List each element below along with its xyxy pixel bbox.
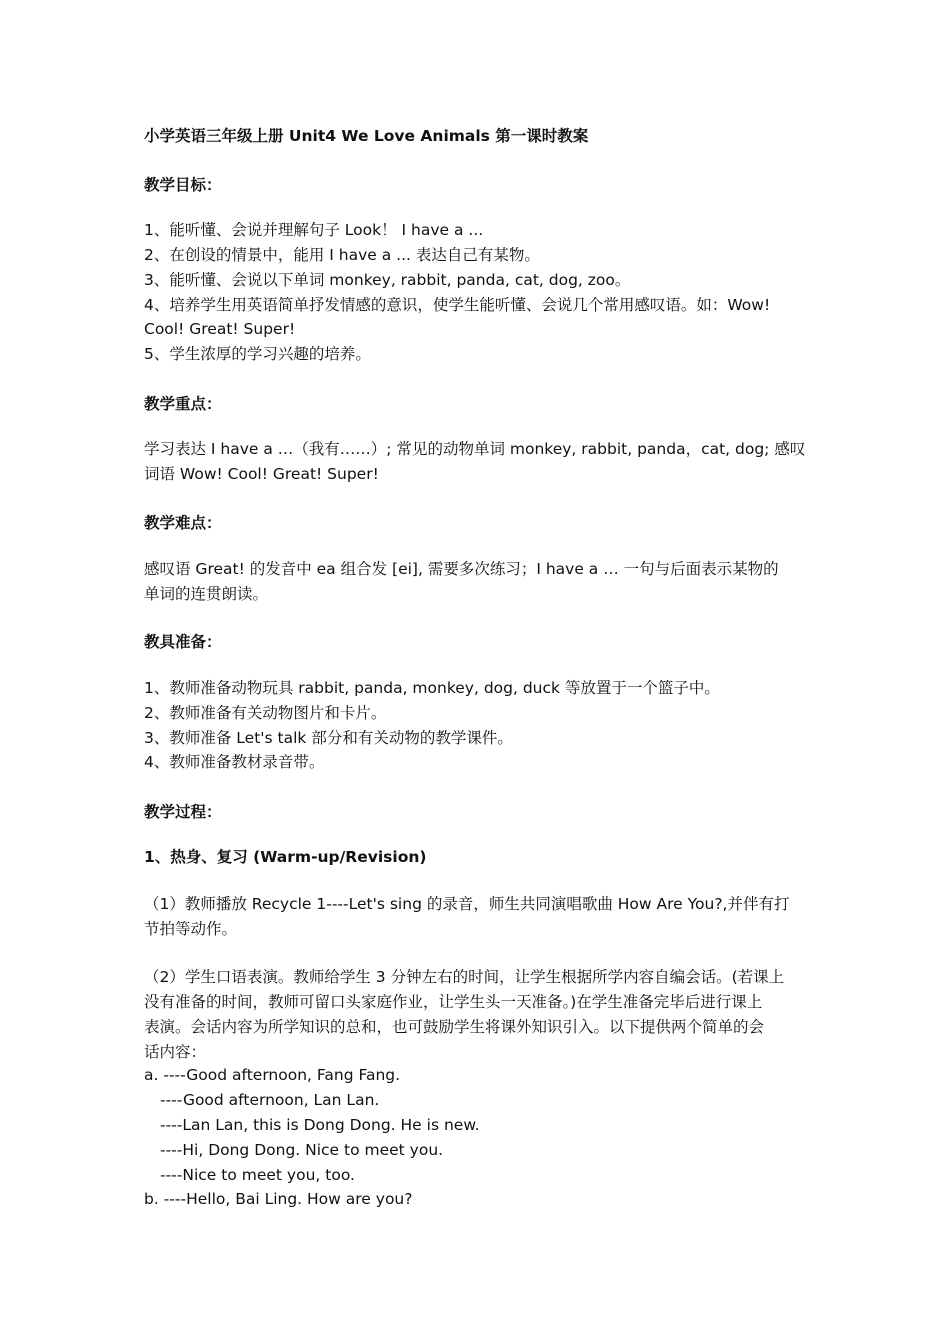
preparation-item: 4、教师准备教材录音带。 <box>144 753 325 771</box>
preparation-item: 1、教师准备动物玩具 rabbit, panda, monkey, dog, duck 等放置于一个篮子中。 <box>144 679 720 697</box>
step1-paragraph1-line: （1）教师播放 Recycle 1----Let's sing 的录音，师生共同演唱歌曲 How Are You?,并伴有打 <box>144 895 790 913</box>
dialogue-line: b. ----Hello, Bai Ling. How are you? <box>144 1190 413 1208</box>
dialogue-line: a. ----Good afternoon, Fang Fang. <box>144 1066 401 1084</box>
difficult-points-heading: 教学难点： <box>144 514 222 532</box>
key-points-line: 词语 Wow! Cool! Great! Super! <box>144 465 379 483</box>
step1-paragraph2-line: 表演。会话内容为所学知识的总和，也可鼓励学生将课外知识引入。以下提供两个简单的会 <box>144 1018 765 1036</box>
step1-paragraph2-line: （2）学生口语表演。教师给学生 3 分钟左右的时间，让学生根据所学内容自编会话。(若课上 <box>144 968 785 986</box>
dialogue-line: ----Hi, Dong Dong. Nice to meet you. <box>160 1141 444 1159</box>
step1-paragraph2-line: 没有准备的时间，教师可留口头家庭作业，让学生头一天准备。)在学生准备完毕后进行课上 <box>144 993 763 1011</box>
objective-line: 2、在创设的情景中，能用 I have a ... 表达自己有某物。 <box>144 246 540 264</box>
objective-line: 5、学生浓厚的学习兴趣的培养。 <box>144 345 371 363</box>
dialogue-line: ----Good afternoon, Lan Lan. <box>160 1091 380 1109</box>
document-title: 小学英语三年级上册 Unit4 We Love Animals 第一课时教案 <box>144 127 589 145</box>
step1-paragraph2-line: 话内容： <box>144 1043 207 1061</box>
key-points-heading: 教学重点： <box>144 395 222 413</box>
difficult-points-line: 感叹语 Great! 的发音中 ea 组合发 [ei], 需要多次练习；I have a … 一句与后面表示某物的 <box>144 560 779 578</box>
objectives-heading: 教学目标： <box>144 176 222 194</box>
objective-line: 3、能听懂、会说以下单词 monkey, rabbit, panda, cat, dog, zoo。 <box>144 271 631 289</box>
dialogue-line: ----Lan Lan, this is Dong Dong. He is new. <box>160 1116 480 1134</box>
dialogue-line: ----Nice to meet you, too. <box>160 1166 355 1184</box>
process-heading: 教学过程： <box>144 803 222 821</box>
objective-line: 1、能听懂、会说并理解句子 Look！ I have a ... <box>144 221 484 239</box>
step1-paragraph1-line: 节拍等动作。 <box>144 920 238 938</box>
objective-line: Cool! Great! Super! <box>144 320 296 338</box>
difficult-points-line: 单词的连贯朗读。 <box>144 585 269 603</box>
objective-line: 4、培养学生用英语简单抒发情感的意识，使学生能听懂、会说几个常用感叹语。如：Wow! <box>144 296 771 314</box>
preparation-heading: 教具准备： <box>144 633 222 651</box>
preparation-item: 2、教师准备有关动物图片和卡片。 <box>144 704 387 722</box>
step1-heading: 1、热身、复习 (Warm-up/Revision) <box>144 848 427 866</box>
preparation-item: 3、教师准备 Let's talk 部分和有关动物的教学课件。 <box>144 729 513 747</box>
key-points-line: 学习表达 I have a …（我有……）; 常见的动物单词 monkey, rabbit, panda，cat, dog; 感叹 <box>144 440 806 458</box>
